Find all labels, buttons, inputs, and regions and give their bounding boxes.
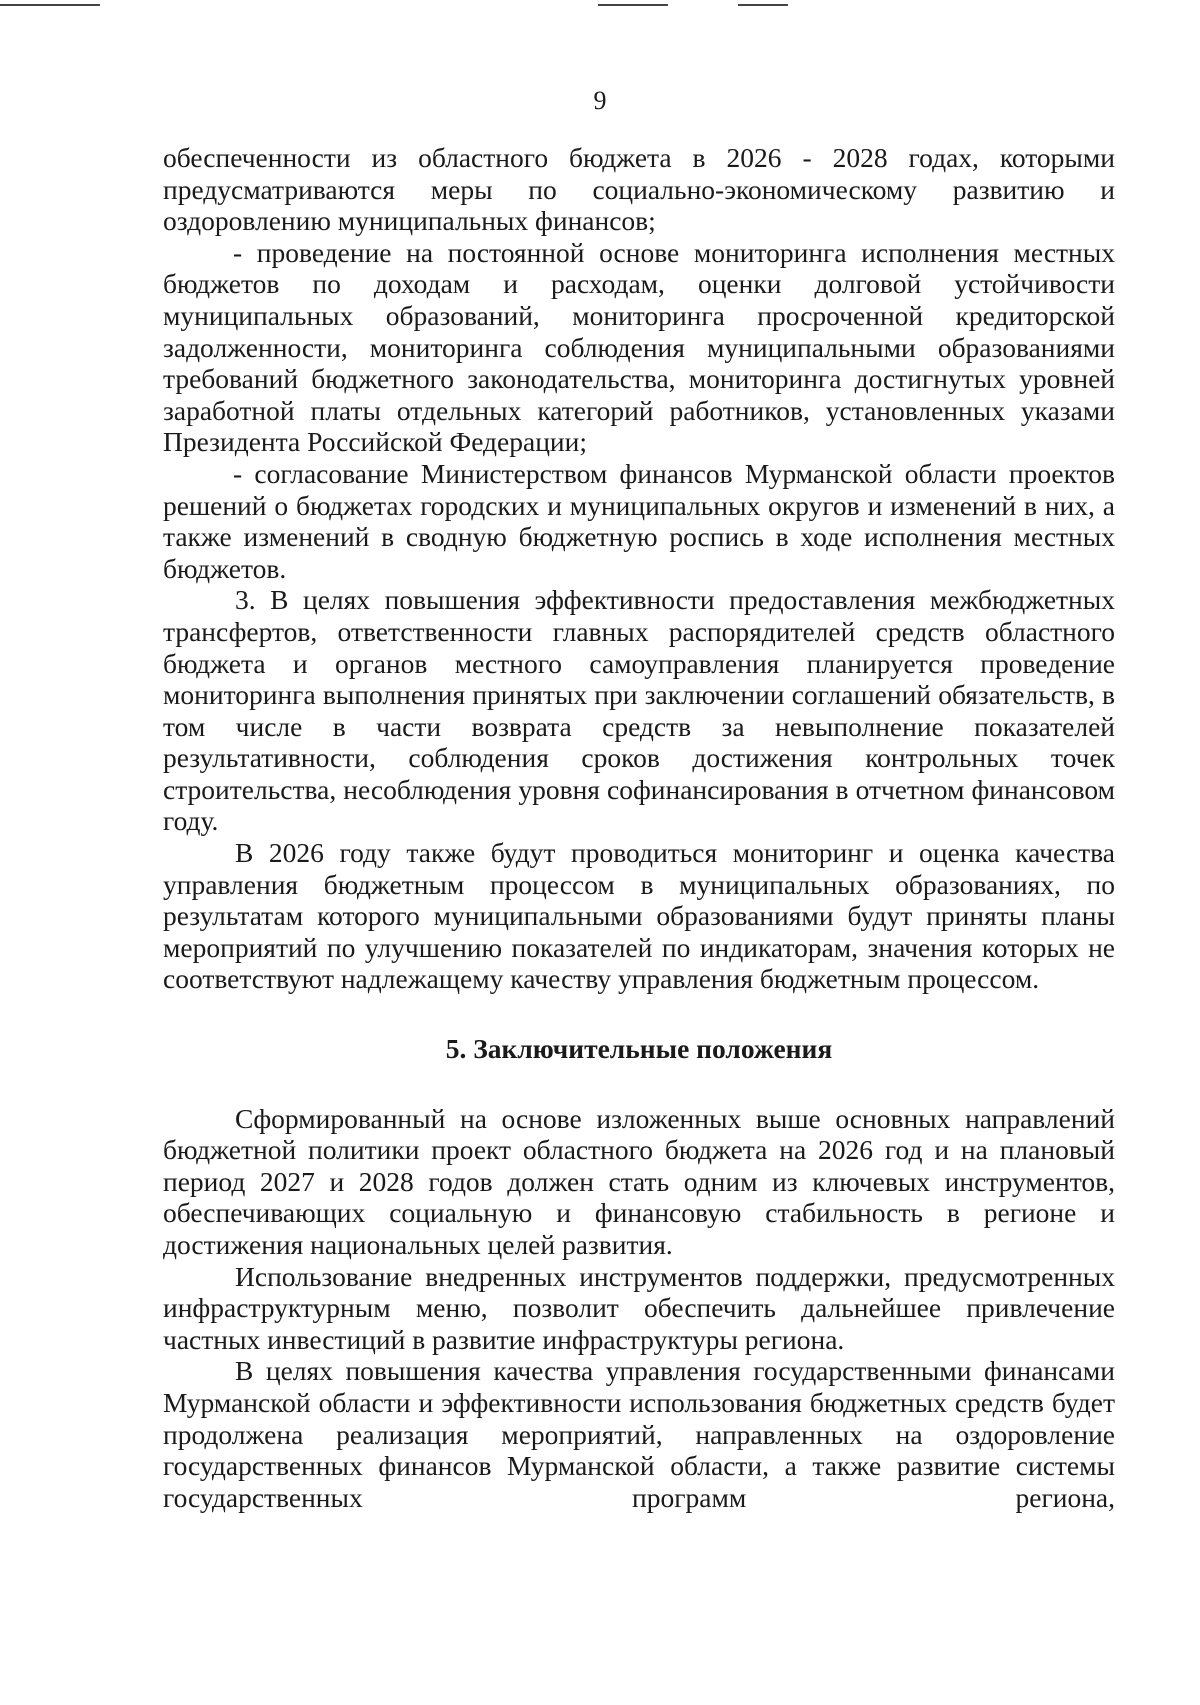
- bullet-paragraph: - проведение на постоянной основе мониторинга исполнения местных бюджетов по доходам и расходам, оценки долговой устойчивости муниципальных образований, мониторинга просроченной кредиторской задолженности, мониторинга соблюдения муниципальными образованиями требований бюджетного законодательства, мониторинга достигнутых уровней заработной платы отдельных категорий работников, установленных указами Президента Российской Федерации;: [163, 236, 1115, 458]
- page-number: 9: [593, 86, 607, 115]
- paragraph: 3. В целях повышения эффективности предоставления межбюджетных трансфертов, ответственности главных распорядителей средств областного бюджета и органов местного самоуправления планируется проведение мониторинга выполнения принятых при заключении соглашений обязательств, в том числе в части возврата средств за невыполнение показателей результативности, соблюдения сроков достижения контрольных точек строительства, несоблюдения уровня софинансирования в отчетном финансовом году.: [163, 584, 1115, 837]
- paragraph: В целях повышения качества управления государственными финансами Мурманской области и эффективности использования бюджетных средств будет продолжена реализация мероприятий, направленных на оздоровление государственных финансов Мурманской области, а также развитие системы государственных программ региона,: [163, 1355, 1115, 1513]
- paragraph: Сформированный на основе изложенных выше основных направлений бюджетной политики проект областного бюджета на 2026 год и на плановый период 2027 и 2028 годов должен стать одним из ключевых инструментов, обеспечивающих социальную и финансовую стабильность в регионе и достижения национальных целей развития.: [163, 1102, 1115, 1260]
- section-heading: 5. Заключительные положения: [445, 1033, 833, 1065]
- scan-edge-mark: [598, 4, 668, 6]
- scan-edge-mark: [0, 4, 100, 6]
- bullet-paragraph: - согласование Министерством финансов Мурманской области проектов решений о бюджетах городских и муниципальных округов и изменений в них, а также изменений в сводную бюджетную роспись в ходе исполнения местных бюджетов.: [163, 457, 1115, 584]
- paragraph: обеспеченности из областного бюджета в 2026 - 2028 годах, которыми предусматриваются меры по социально-экономическому развитию и оздоровлению муниципальных финансов;: [163, 142, 1115, 237]
- document-body: [163, 142, 1115, 1513]
- paragraph: В 2026 году также будут проводиться мониторинг и оценка качества управления бюджетным процессом в муниципальных образованиях, по результатам которого муниципальными образованиями будут приняты планы мероприятий по улучшению показателей по индикаторам, значения которых не соответствуют надлежащему качеству управления бюджетным процессом.: [163, 837, 1115, 995]
- scan-edge-mark: [738, 4, 788, 6]
- paragraph: Использование внедренных инструментов поддержки, предусмотренных инфраструктурным меню, позволит обеспечить дальнейшее привлечение частных инвестиций в развитие инфраструктуры региона.: [163, 1260, 1115, 1355]
